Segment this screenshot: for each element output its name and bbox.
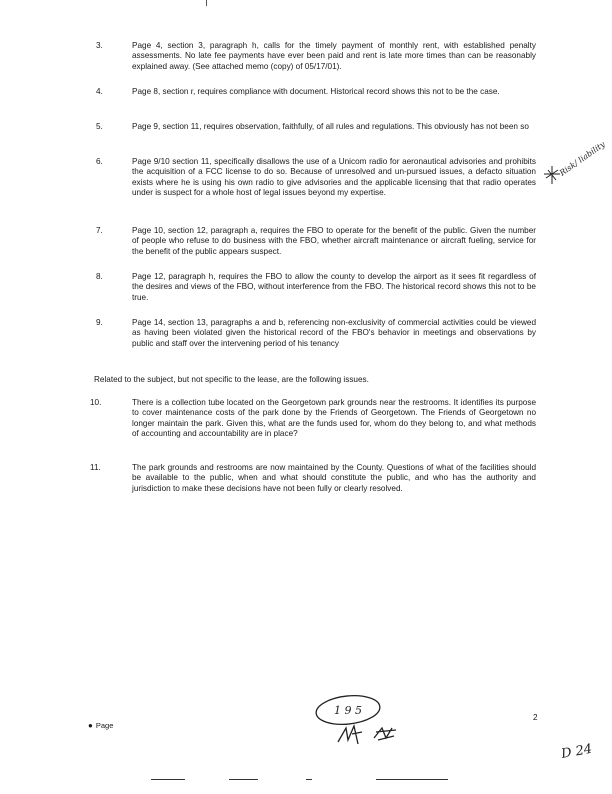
item-text: Page 10, section 12, paragraph a, requires the FBO to operate for the benefit of the public. Given the number of people who refuse to do business with the FBO, whether aircraft maintenance or aircraft fueling, service for the benefit of the public appears suspect. [132,226,536,256]
item-number: 10. [90,398,102,407]
bullet-icon: ● [88,720,93,730]
item-text: The park grounds and restrooms are now maintained by the County. Questions of what of the facilities should be available to the public, when and what should constitute the public, and who has the authority and jurisdiction to make these decisions have not been fully or clearly resolved. [132,463,536,493]
scan-artifact [206,0,207,6]
footer-page-label [88,721,113,730]
item-text: Page 8, section r, requires compliance with document. Historical record shows this not to be the case. [132,87,500,96]
item-number: 9. [96,318,103,327]
item-number: 8. [96,272,103,281]
item-number: 3. [96,41,103,50]
item-text: Page 9/10 section 11, specifically disallows the use of a Unicom radio for aeronautical advisories and prohibits the acquisition of a FCC license to do so. Because of unresolved and un-pursued issues, a defacto situation exists where he is using his own radio to give advisories and the applicable licensing that that radio operates under is suspect for a whole host of legal issues beyond my expertise. [132,157,536,198]
page-number: 2 [533,713,538,722]
margin-note-risk: Risk/ liability [557,139,607,178]
footer-rule [306,779,312,780]
item-number: 5. [96,122,103,131]
footer-rule [376,779,448,780]
svg-text:1 9 5: 1 9 5 [334,704,362,717]
item-text: There is a collection tube located on the Georgetown park grounds near the restrooms. It identifies its purpose to cover maintenance costs of the park done by the Friends of Georgetown. The Friends of Georgetown no longer maintain the park. Given this, what are the funds used for, whom do they belong to, and what methods of accounting and accountability are in place? [132,398,536,439]
footer-label-text: Page [95,721,114,730]
item-number: 7. [96,226,103,235]
footer-rule [229,779,258,780]
item-text: Page 9, section 11, requires observation, faithfully, of all rules and regulations. This obviously has not been so [132,122,529,131]
item-number: 6. [96,157,103,166]
item-text: Page 4, section 3, paragraph h, calls for the timely payment of monthly rent, with established penalty assessments. No late fee payments have ever been paid and rent is late more times than can be reasonably explained away. (See attached memo (copy) of 05/17/01). [132,41,536,71]
footer-rule [151,779,185,780]
item-text: Page 14, section 13, paragraphs a and b, referencing non-exclusivity of commercial activities could be viewed as having been violated given the historical record of the FBO's behavior in meetings and observations by public and staff over the intervening period of his tenancy [132,318,536,348]
svg-text:D 24: D 24 [560,741,594,762]
item-text: Page 12, paragraph h, requires the FBO to allow the county to develop the airport as it sees fit regardless of the desires and views of the FBO, without interference from the FBO. The historical record shows this not to be true. [132,272,536,302]
footer-rules [0,779,612,783]
item-number: 11. [90,463,101,472]
related-intro: Related to the subject, but not specific to the lease, are the following issues. [94,375,369,384]
item-number: 4. [96,87,103,96]
